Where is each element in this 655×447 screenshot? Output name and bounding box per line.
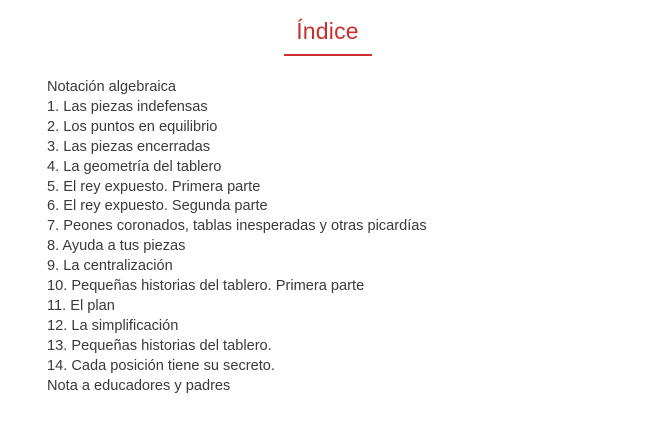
table-of-contents	[47, 78, 635, 397]
list-item: Notación algebraica	[47, 79, 176, 95]
list-item: 1. Las piezas indefensas	[47, 98, 208, 115]
list-item: 4. La geometría del tablero	[47, 158, 222, 175]
list-item: 14. Cada posición tiene su secreto.	[47, 357, 275, 374]
list-item: 5. El rey expuesto. Primera parte	[47, 178, 261, 195]
list-item: 13. Pequeñas historias del tablero.	[47, 337, 272, 354]
page-title: Índice	[296, 18, 359, 44]
list-item: 12. La simplificación	[47, 317, 179, 334]
title-underline-divider	[284, 54, 372, 56]
list-item: Nota a educadores y padres	[47, 377, 231, 394]
list-item: 3. Las piezas encerradas	[47, 138, 211, 155]
list-item: 2. Los puntos en equilibrio	[47, 118, 218, 135]
list-item: 9. La centralización	[47, 258, 173, 275]
list-item: 6. El rey expuesto. Segunda parte	[47, 198, 268, 215]
list-item: 7. Peones coronados, tablas inesperadas y otras picardías	[47, 218, 427, 235]
title-block	[0, 0, 655, 56]
list-item: 10. Pequeñas historias del tablero. Primera parte	[47, 278, 365, 295]
list-item: 11. El plan	[47, 297, 115, 314]
list-item: 8. Ayuda a tus piezas	[47, 238, 186, 255]
